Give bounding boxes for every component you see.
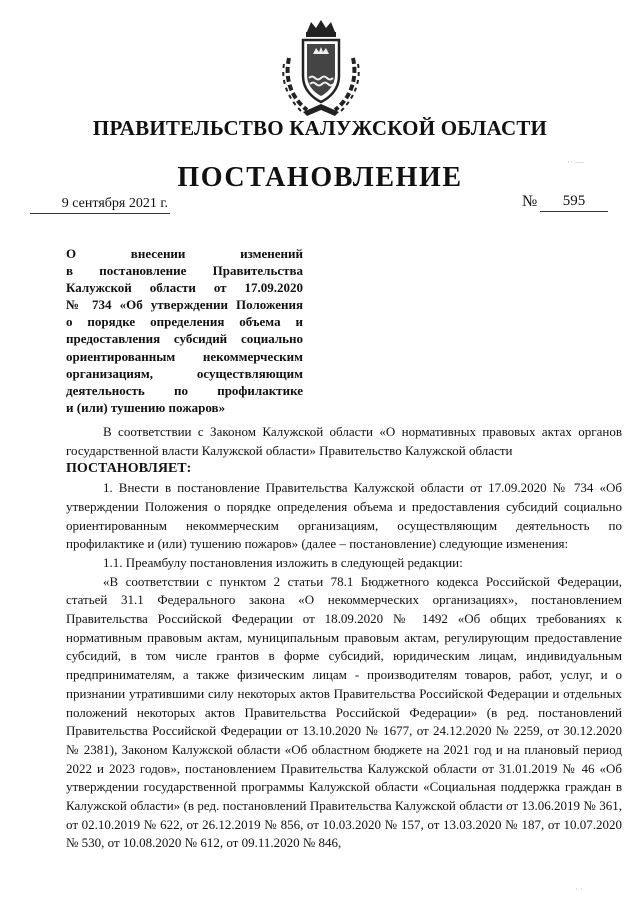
document-subject (66, 245, 303, 416)
decree-heading: ПОСТАНОВЛЯЕТ: (66, 461, 192, 477)
preamble-paragraph: В соответствии с Законом Калужской области «О нормативных правовых актах органов государственной власти Калужской области» Правительство Калужской области (66, 424, 622, 458)
organization-title: ПРАВИТЕЛЬСТВО КАЛУЖСКОЙ ОБЛАСТИ (92, 116, 548, 140)
subject-line: и (или) тушению пожаров» (66, 399, 226, 415)
quoted-preamble-paragraph: «В соответствии с пунктом 2 статьи 78.1 Бюджетного кодекса Российской Федерации, статьей 31.1 Федерального закона «О некоммерческих организациях», постановлением Правительства Российской Федерации от 18.09.2020 № 1492 «Об общих требованиях к нормативным правовым актам, муниципальным правовым актам, регулирующим предоставление субсидий, в том числе грантов в форме субсидий, юридическим лицам, индивидуальным предпринимателям, а также физическим лицам - производителям товаров, работ, услуг, и о признании утратившими силу некоторых актов Правительства Российской Федерации и отдельных положений некоторых актов Правительства Российской Федерации» (в ред. постановлений Правительства Российской Федерации от 13.10.2020 № 1677, от 24.12.2020 № 2259, от 30.12.2020 № 2381), Законом Калужской области «Об областном бюджете на 2021 год и на плановый период 2022 и 2023 годов», постановлением Правительства Калужской области от 31.01.2019 № 46 «Об утверждении государственной программы Калужской области «Социальная поддержка граждан в Калужской области» (в ред. постановлений Правительства Калужской области от 13.06.2019 № 361, от 02.10.2019 № 622, от 26.12.2019 № 856, от 10.03.2020 № 157, от 13.03.2020 № 187, от 10.07.2020 № 530, от 10.08.2020 № 612, от 09.11.2020 № 846, (66, 573, 622, 851)
date-underline (30, 213, 170, 214)
document-type-title: ПОСТАНОВЛЕНИЕ (177, 162, 463, 193)
margin-mark: · · (575, 884, 584, 894)
document-body (66, 423, 622, 853)
number-sign: № (522, 193, 538, 210)
subject-line: ориентированным некоммерческим (66, 348, 303, 364)
subject-line: о порядке определения объема и (66, 314, 303, 330)
subject-line: в постановление Правительства (66, 263, 303, 279)
coat-of-arms-emblem (279, 18, 363, 118)
document-date (30, 196, 170, 214)
subject-line: деятельность по профилактике (66, 382, 303, 398)
item-1-paragraph: 1. Внести в постановление Правительства Калужской области от 17.09.2020 № 734 «Об утверждении Положения о порядке определения объема и предоставления субсидий социально ориентированным некоммерческим организациям, осуществляющим деятельность по профилактике и (или) тушению пожаров» (далее – постановление) следующие изменения: (66, 480, 622, 552)
subject-line: Калужской области от 17.09.2020 (66, 280, 303, 296)
subject-line: № 734 «Об утверждении Положения (66, 297, 303, 313)
margin-mark: ·· — (567, 157, 585, 167)
document-number: 595 (540, 192, 608, 212)
subject-line: предоставления субсидий социально (66, 331, 303, 347)
subject-line: О внесении изменений (66, 246, 303, 261)
subject-line: организациям, осуществляющим (66, 365, 303, 381)
date-text: 9 сентября 2021 г. (61, 196, 168, 211)
item-1-1-paragraph: 1.1. Преамбулу постановления изложить в следующей редакции: (103, 554, 463, 570)
